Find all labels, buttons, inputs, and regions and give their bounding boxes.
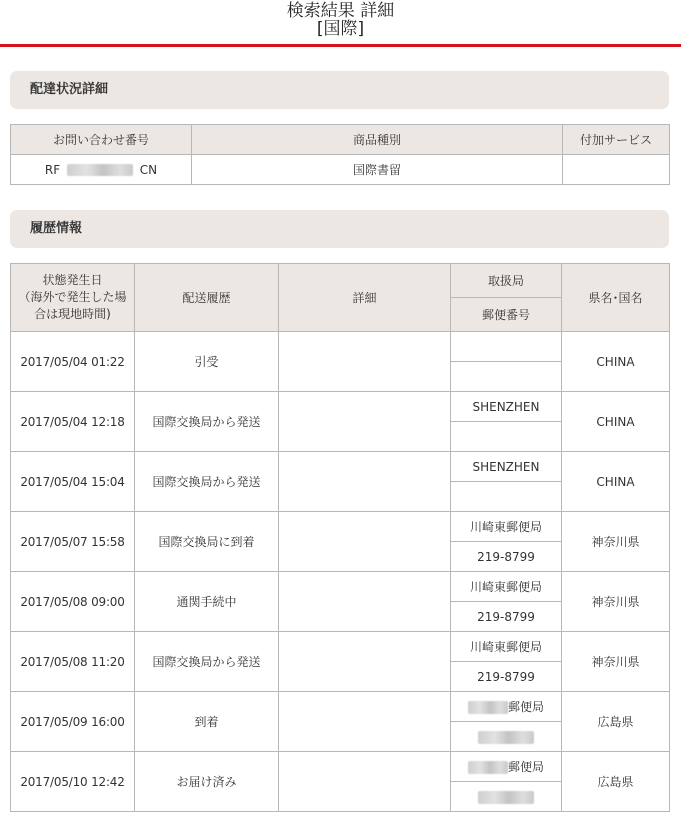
row-region: CHINA	[562, 332, 670, 392]
row-region: 広島県	[562, 752, 670, 812]
row-date: 2017/05/07 15:58	[11, 512, 135, 572]
row-status: 到着	[135, 692, 279, 752]
row-detail	[279, 572, 451, 632]
table-row	[11, 692, 670, 722]
row-region: CHINA	[562, 452, 670, 512]
title-divider	[0, 44, 681, 47]
row-postal	[451, 782, 562, 812]
row-office-suffix: 郵便局	[507, 700, 544, 714]
table-row	[11, 752, 670, 782]
header-region: 県名･国名	[562, 264, 670, 332]
redacted-office-name	[468, 761, 508, 774]
row-status: 国際交換局から発送	[135, 452, 279, 512]
row-date: 2017/05/08 11:20	[11, 632, 135, 692]
row-office: SHENZHEN	[451, 392, 562, 422]
redacted-office-name	[468, 701, 508, 714]
row-status: 国際交換局に到着	[135, 512, 279, 572]
header-status: 配送履歴	[135, 264, 279, 332]
delivery-detail-table	[10, 124, 670, 185]
row-postal	[451, 722, 562, 752]
row-region: 神奈川県	[562, 632, 670, 692]
row-detail	[279, 752, 451, 812]
header-date-line3: 合は現地時間)	[34, 307, 111, 321]
delivery-status-heading: 配達状況詳細	[10, 71, 669, 109]
row-status: 引受	[135, 332, 279, 392]
redacted-tracking-digits	[67, 164, 133, 176]
row-detail	[279, 632, 451, 692]
header-additional-service: 付加サービス	[563, 125, 670, 155]
row-postal: 219-8799	[451, 542, 562, 572]
page-title-main: 検索結果 詳細	[286, 1, 395, 21]
header-detail: 詳細	[279, 264, 451, 332]
row-status: 国際交換局から発送	[135, 392, 279, 452]
row-status: 国際交換局から発送	[135, 632, 279, 692]
row-office	[451, 692, 562, 722]
header-office: 取扱局	[451, 264, 562, 298]
tracking-number-cell	[11, 155, 192, 185]
row-office	[451, 332, 562, 362]
row-detail	[279, 692, 451, 752]
row-office	[451, 752, 562, 782]
table-row	[11, 332, 670, 362]
row-office: 川崎東郵便局	[451, 512, 562, 542]
row-date: 2017/05/04 15:04	[11, 452, 135, 512]
history-info-heading: 履歴情報	[10, 210, 669, 248]
row-region: 神奈川県	[562, 572, 670, 632]
header-date	[11, 264, 135, 332]
tracking-suffix: CN	[139, 162, 158, 177]
redacted-postal-code	[478, 731, 534, 744]
row-postal: 219-8799	[451, 602, 562, 632]
row-date: 2017/05/09 16:00	[11, 692, 135, 752]
row-status: お届け済み	[135, 752, 279, 812]
row-postal	[451, 422, 562, 452]
row-detail	[279, 512, 451, 572]
row-region: CHINA	[562, 392, 670, 452]
row-region: 神奈川県	[562, 512, 670, 572]
header-product-type: 商品種別	[192, 125, 563, 155]
header-tracking-number: お問い合わせ番号	[11, 125, 192, 155]
row-postal	[451, 362, 562, 392]
row-date: 2017/05/04 12:18	[11, 392, 135, 452]
redacted-postal-code	[478, 791, 534, 804]
header-postal: 郵便番号	[451, 298, 562, 332]
row-office: 川崎東郵便局	[451, 572, 562, 602]
row-office: SHENZHEN	[451, 452, 562, 482]
row-postal	[451, 482, 562, 512]
header-date-line2: （海外で発生した場	[18, 290, 127, 304]
history-table	[10, 263, 670, 812]
row-date: 2017/05/10 12:42	[11, 752, 135, 812]
row-office-suffix: 郵便局	[507, 760, 544, 774]
table-row	[11, 392, 670, 422]
table-row	[11, 572, 670, 602]
row-status: 通関手続中	[135, 572, 279, 632]
additional-service-value	[563, 155, 670, 185]
page-title	[0, 2, 681, 38]
row-detail	[279, 332, 451, 392]
product-type-value: 国際書留	[192, 155, 563, 185]
row-detail	[279, 392, 451, 452]
header-date-line1: 状態発生日	[42, 273, 103, 287]
row-region: 広島県	[562, 692, 670, 752]
table-row	[11, 632, 670, 662]
row-office: 川崎東郵便局	[451, 632, 562, 662]
tracking-prefix: RF	[44, 162, 61, 177]
row-date: 2017/05/04 01:22	[11, 332, 135, 392]
page-subtitle: [国際]	[316, 19, 365, 39]
row-postal: 219-8799	[451, 662, 562, 692]
table-row	[11, 452, 670, 482]
table-row	[11, 512, 670, 542]
row-date: 2017/05/08 09:00	[11, 572, 135, 632]
row-detail	[279, 452, 451, 512]
